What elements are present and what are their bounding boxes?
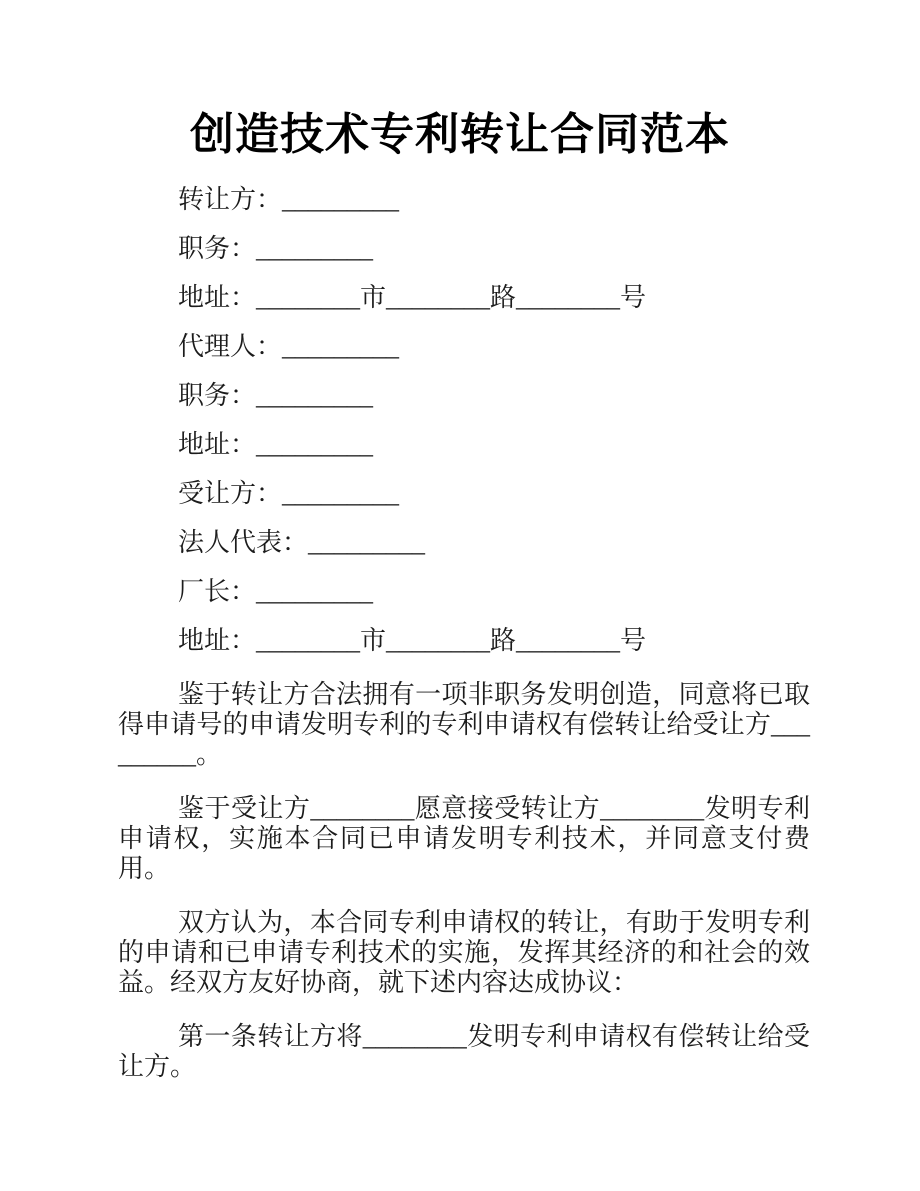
form-line-factory-director: 厂长：_________: [178, 577, 374, 606]
form-line-transferor: 转让方：_________: [178, 185, 400, 214]
document-title: 创造技术专利转让合同范本: [190, 110, 730, 159]
form-line-transferee: 受让方：_________: [178, 479, 400, 508]
form-line-agent: 代理人：_________: [178, 332, 400, 361]
document-body: [0, 185, 920, 1082]
paragraph-mutual-agreement: 双方认为，本合同专利申请权的转让，有助于发明专利的申请和已申请专利技术的实施，发挥其经济的和社会的效益。经双方友好协商，就下述内容达成协议：: [118, 908, 810, 997]
form-line-position-2: 职务：_________: [178, 381, 374, 410]
form-line-legal-representative: 法人代表：_________: [178, 528, 426, 557]
paragraph-recital-transferor: 鉴于转让方合法拥有一项非职务发明创造，同意将已取得申请号的申请发明专利的专利申请权有偿转让给受让方_________。: [118, 680, 810, 769]
form-line-address-3: 地址：________市________路________号: [178, 626, 647, 655]
form-line-position-1: 职务：_________: [178, 234, 374, 263]
paragraph-article-1: 第一条转让方将________发明专利申请权有偿转让给受让方。: [118, 1022, 810, 1081]
form-line-address-1: 地址：________市________路________号: [178, 283, 647, 312]
form-line-address-2: 地址：_________: [178, 430, 374, 459]
paragraph-recital-transferee: 鉴于受让方________愿意接受转让方________发明专利申请权，实施本合同已申请发明专利技术，并同意支付费用。: [118, 794, 810, 883]
